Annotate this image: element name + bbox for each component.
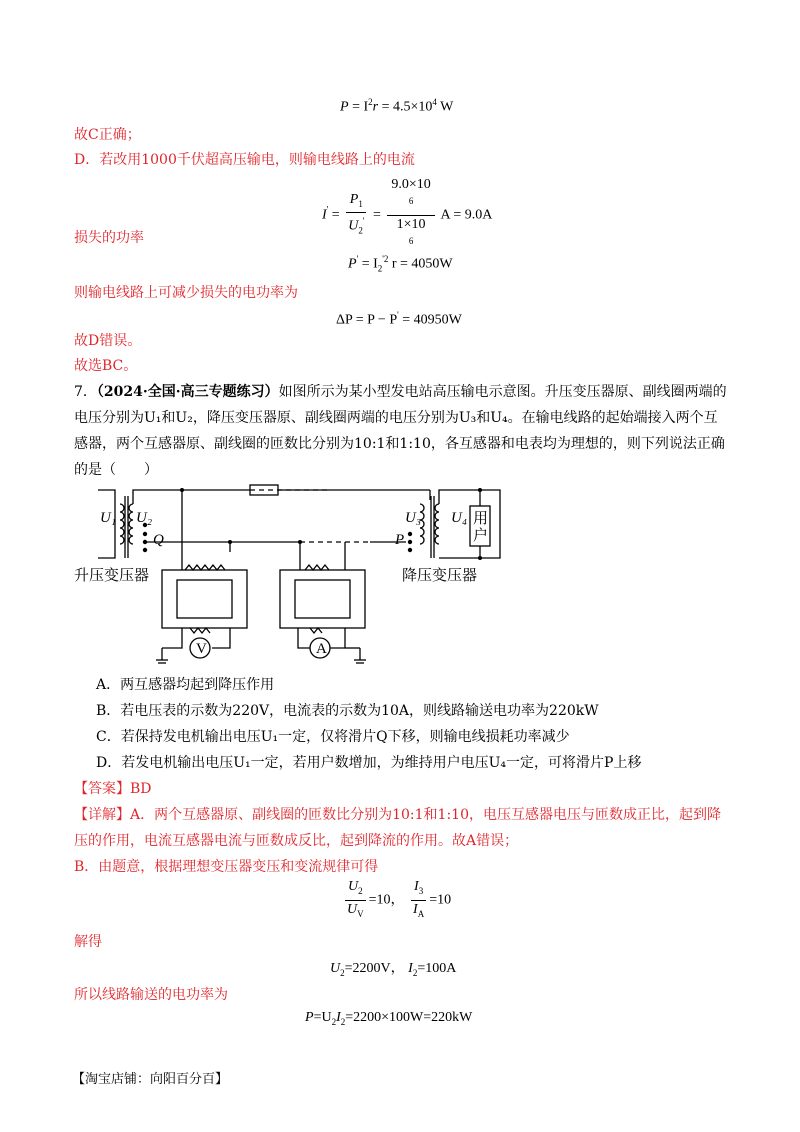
text-d-wrong: 故D错误。 — [74, 333, 142, 349]
voltmeter-label: V — [196, 641, 207, 657]
label-step-down: 降压变压器 — [402, 568, 478, 584]
formula-result: $U_2=2200V$， $I_2=100A$ — [330, 961, 457, 978]
label-user-1: 用 — [473, 511, 489, 527]
option-a: A．两互感器均起到降压作用 — [96, 677, 275, 693]
text-d-intro: D．若改用1000千伏超高压输电，则输电线路上的电流 — [74, 152, 415, 168]
text-solve: 解得 — [74, 934, 102, 950]
label-u4: U₄ — [451, 510, 468, 526]
formula-power-loss: $P = I^2r = 4.5\times 10^4$ W — [340, 97, 454, 115]
text-loss-power: 损失的功率 — [74, 230, 144, 246]
label-u3: U₃ — [405, 510, 422, 526]
label-p: P — [395, 532, 405, 548]
formula-loss: $P' = I_2^{'2}$ r = 4050W — [348, 254, 453, 274]
answer: 【答案】BD — [74, 781, 152, 797]
text-reduce: 则输电线路上可减少损失的电功率为 — [74, 285, 298, 301]
detail-line-1: 【详解】A．两个互感器原、副线圈的匝数比分别为10:1和1:10，电压互感器电压与匝数成正比，起到降 — [74, 807, 721, 823]
text-c-correct: 故C正确； — [74, 127, 141, 143]
label-q: Q — [153, 532, 164, 548]
ammeter-label: A — [316, 641, 327, 657]
question-line-1: 7．（2024·全国·高三专题练习）如图所示为某小型发电站高压输电示意图。升压变压器原、副线圈两端的 — [74, 384, 727, 400]
formula-current: I' = $\frac{P_1}{U_2'}$ = 9.0×10 $^6$ 1×10 $^6$ A = 9.0A — [322, 177, 493, 246]
text-choose: 故选BC。 — [74, 358, 138, 374]
label-step-up: 升压变压器 — [74, 568, 150, 584]
question-line-3: 感器，两个互感器原、副线圈的匝数比分别为10:1和1:10，各互感器和电表均为理想的，则下列说法正确 — [74, 436, 725, 452]
formula-power: $P=U_2I_2=2200\times 100W=220kW$ — [305, 1010, 473, 1027]
footer-shop: 【淘宝店铺：向阳百分百】 — [72, 1072, 229, 1087]
option-b: B．若电压表的示数为220V，电流表的示数为10A，则线路输送电功率为220kW — [96, 703, 599, 719]
question-line-4: 的是（ ） — [74, 462, 158, 478]
label-u1: U₁ — [100, 510, 117, 526]
option-d: D．若发电机输出电压U₁一定，若用户数增加，为维持用户电压U₄一定，可将滑片P上移 — [96, 755, 642, 771]
transmission-diagram — [70, 482, 520, 672]
text-power: 所以线路输送的电功率为 — [74, 987, 228, 1003]
option-c: C．若保持发电机输出电压U₁一定，仅将滑片Q下移，则输电线损耗功率减少 — [96, 729, 570, 745]
label-user-2: 户 — [473, 528, 489, 544]
question-line-2: 电压分别为U₁和U₂，降压变压器原、副线圈两端的电压分别为U₃和U₄。在输电线路的起始端接入两个互 — [74, 410, 718, 426]
detail-line-3: B．由题意，根据理想变压器变压和变流规律可得 — [74, 859, 379, 875]
detail-line-2: 压的作用，电流互感器电流与匝数成反比，起到降流的作用。故A错误； — [74, 833, 519, 849]
label-u2: U₂ — [136, 510, 153, 526]
formula-ratio: $\frac{U_2}{U_V}$ =10， $\frac{I_3}{I_A}$ =10 — [347, 879, 452, 919]
formula-delta: ΔP = P − P' = 40950W — [336, 310, 462, 328]
